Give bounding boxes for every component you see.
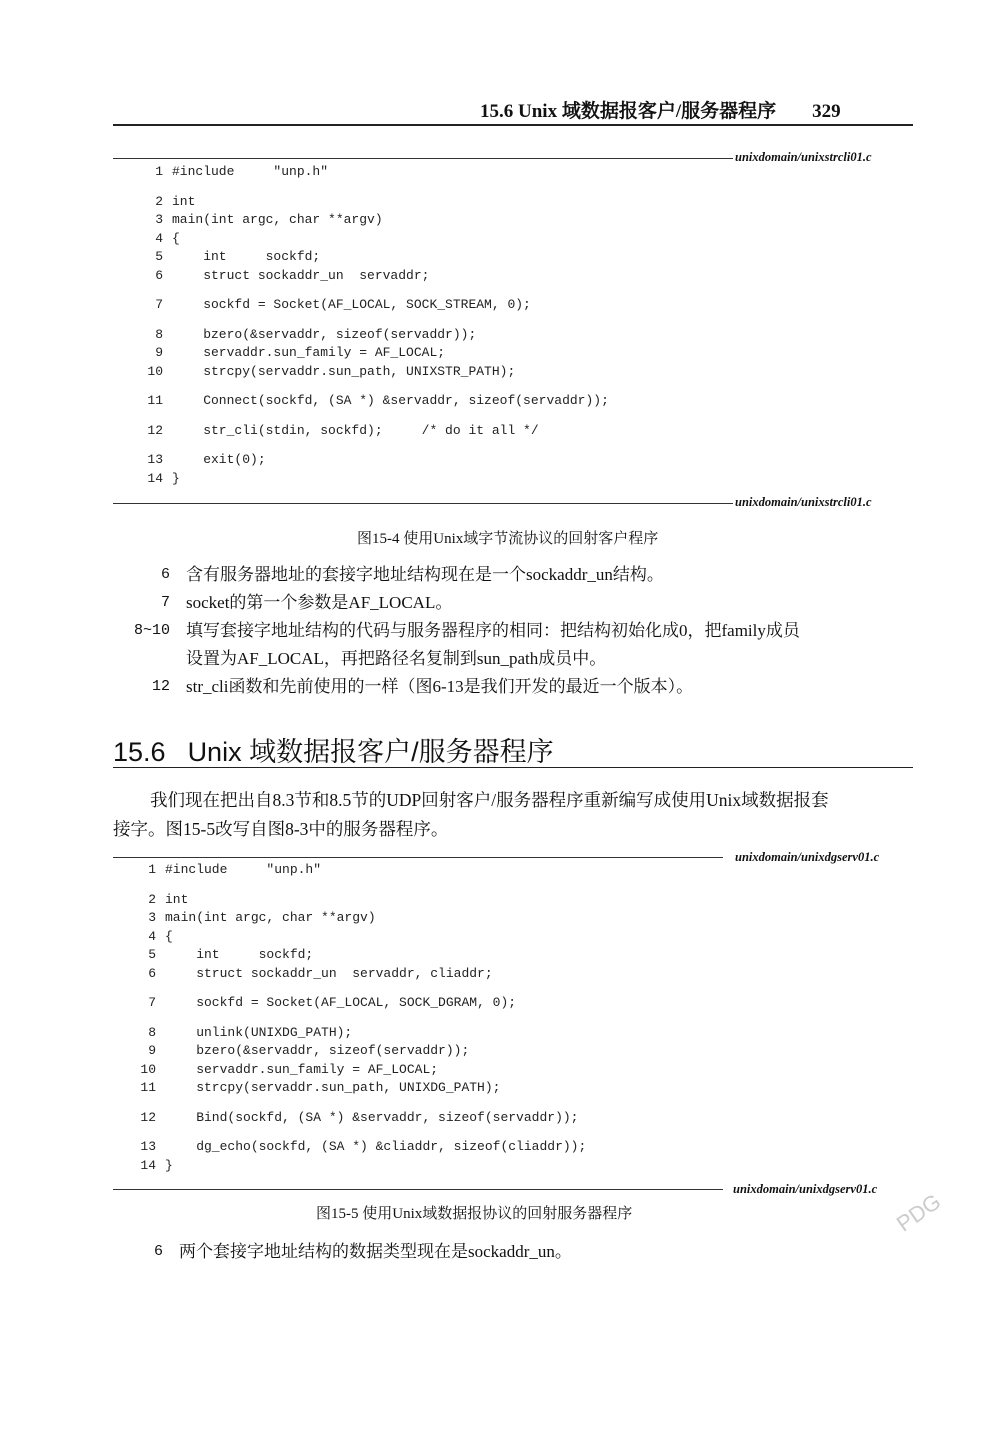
code-text: #include "unp.h": [172, 164, 329, 179]
code-line: [134, 1109, 586, 1128]
code-text: str_cli(stdin, sockfd); /* do it all */: [172, 422, 539, 438]
note-line-ref: 7: [160, 594, 170, 611]
code-text: }: [172, 470, 180, 486]
code-group: [141, 193, 609, 286]
note-line-ref: 12: [151, 678, 170, 695]
line-number: 3: [148, 910, 156, 925]
note-item: [118, 645, 800, 673]
code-text: int: [165, 891, 189, 907]
code-group: [141, 422, 609, 441]
line-number: 8: [148, 1024, 156, 1040]
code-group: [134, 1024, 586, 1098]
code-text: bzero(&servaddr, sizeof(servaddr));: [172, 326, 477, 342]
watermark-logo: PDG: [891, 1188, 946, 1237]
code-text: int sockfd;: [172, 249, 321, 264]
code-line: [141, 470, 609, 489]
code-listing-2: [134, 861, 586, 1186]
line-number: 7: [148, 995, 156, 1010]
code-line: [134, 1042, 586, 1061]
line-number: 2: [148, 891, 156, 907]
code-text: strcpy(servaddr.sun_path, UNIXDG_PATH);: [165, 1080, 501, 1095]
note-line-ref: [118, 645, 170, 673]
code-line: [134, 909, 586, 928]
code-text: strcpy(servaddr.sun_path, UNIXSTR_PATH);: [172, 363, 516, 379]
listing-filename-bottom: unixdomain/unixstrcli01.c: [735, 495, 872, 509]
code-text: int sockfd;: [165, 947, 314, 962]
listing-filename-top: unixdomain/unixstrcli01.c: [735, 150, 872, 164]
line-number: 9: [155, 345, 163, 360]
code-line: [141, 363, 609, 382]
code-line: [141, 422, 609, 441]
header-title: 15.6 Unix 域数据报客户/服务器程序: [480, 101, 777, 122]
code-line: [134, 928, 586, 947]
line-number: 4: [148, 928, 156, 944]
code-line: [141, 296, 609, 315]
notes-list: [118, 561, 800, 701]
code-line: [134, 891, 586, 910]
listing-bottom-rule: [113, 503, 733, 504]
line-number: 14: [147, 470, 163, 486]
code-line: [141, 163, 609, 182]
code-line: [134, 946, 586, 965]
code-text: dg_echo(sockfd, (SA *) &cliaddr, sizeof(cliaddr));: [165, 1139, 587, 1154]
code-text: #include "unp.h": [165, 862, 322, 877]
section-number: 15.6: [113, 737, 166, 767]
line-number: 6: [148, 965, 156, 981]
code-line: [134, 1061, 586, 1080]
note-line-ref: 6: [153, 1243, 163, 1260]
code-line: [141, 248, 609, 267]
listing2-filename-bottom: unixdomain/unixdgserv01.c: [733, 1182, 878, 1196]
code-line: [141, 451, 609, 470]
line-number: 4: [155, 230, 163, 246]
code-text: Connect(sockfd, (SA *) &servaddr, sizeof(servaddr));: [172, 393, 609, 408]
code-group: [134, 891, 586, 984]
line-number: 13: [147, 452, 163, 467]
note-line-ref: 6: [160, 566, 170, 583]
line-number: 2: [155, 193, 163, 209]
code-group: [134, 994, 586, 1013]
code-text: unlink(UNIXDG_PATH);: [165, 1024, 353, 1040]
code-group: [141, 163, 609, 182]
listing2-bottom-rule: [113, 1189, 723, 1190]
line-number: 11: [147, 393, 163, 408]
figure-caption: 图15-4 使用Unix域字节流协议的回射客户程序: [357, 531, 659, 547]
code-line: [141, 392, 609, 411]
note-text: 填写套接字地址结构的代码与服务器程序的相同：把结构初始化成0，把family成员: [186, 621, 800, 640]
note-item: [118, 589, 800, 617]
code-group: [141, 326, 609, 382]
code-text: struct sockaddr_un servaddr, cliaddr;: [165, 965, 493, 981]
code-line: [134, 965, 586, 984]
line-number: 3: [155, 212, 163, 227]
note-item: [118, 673, 800, 701]
code-line: [134, 1024, 586, 1043]
code-line: [134, 994, 586, 1013]
line-number: 13: [140, 1139, 156, 1154]
section-heading: [113, 730, 554, 769]
code-text: exit(0);: [172, 452, 266, 467]
code-text: main(int argc, char **argv): [172, 212, 383, 227]
note-text: 两个套接字地址结构的数据类型现在是sockaddr_un。: [179, 1242, 572, 1261]
line-number: 9: [148, 1043, 156, 1058]
code-text: {: [172, 230, 180, 246]
note-text: socket的第一个参数是AF_LOCAL。: [186, 593, 453, 612]
code-group: [134, 861, 586, 880]
line-number: 5: [148, 947, 156, 962]
code-text: sockfd = Socket(AF_LOCAL, SOCK_DGRAM, 0);: [165, 995, 517, 1010]
listing2-filename-top: unixdomain/unixdgserv01.c: [735, 850, 880, 864]
line-number: 8: [155, 326, 163, 342]
line-number: 10: [140, 1061, 156, 1077]
listing2-top-rule: [113, 857, 723, 858]
code-listing-1: [141, 163, 609, 499]
code-group: [134, 1109, 586, 1128]
line-number: 10: [147, 363, 163, 379]
page-number: 329: [812, 101, 841, 122]
line-number: 6: [155, 267, 163, 283]
header-rule: [113, 124, 913, 126]
code-line: [141, 211, 609, 230]
section-rule: [113, 767, 913, 768]
line-number: 1: [155, 164, 163, 179]
line-number: 7: [155, 297, 163, 312]
line-number: 12: [147, 422, 163, 438]
code-line: [141, 326, 609, 345]
code-line: [134, 1079, 586, 1098]
running-header: [480, 96, 841, 123]
line-number: 12: [140, 1109, 156, 1125]
note-text: 含有服务器地址的套接字地址结构现在是一个sockaddr_un结构。: [186, 565, 664, 584]
section-title: Unix 域数据报客户/服务器程序: [187, 737, 554, 767]
note-text: 设置为AF_LOCAL，再把路径名复制到sun_path成员中。: [186, 649, 607, 668]
code-line: [134, 1157, 586, 1176]
code-group: [141, 392, 609, 411]
code-text: sockfd = Socket(AF_LOCAL, SOCK_STREAM, 0);: [172, 297, 531, 312]
code-text: }: [165, 1157, 173, 1173]
intro-line-1: 我们现在把出自8.3节和8.5节的UDP回射客户/服务器程序重新编写成使用Unix域数据报套: [150, 790, 829, 810]
line-number: 1: [148, 862, 156, 877]
note-text: str_cli函数和先前使用的一样（图6-13是我们开发的最近一个版本）。: [186, 677, 694, 696]
code-group: [141, 451, 609, 488]
code-text: struct sockaddr_un servaddr;: [172, 267, 430, 283]
note-line-ref: 8~10: [133, 622, 170, 639]
code-group: [141, 296, 609, 315]
code-text: Bind(sockfd, (SA *) &servaddr, sizeof(servaddr));: [165, 1109, 579, 1125]
code-text: int: [172, 193, 196, 209]
line-number: 11: [140, 1080, 156, 1095]
line-number: 14: [140, 1157, 156, 1173]
code-line: [141, 193, 609, 212]
code-line: [141, 230, 609, 249]
note-item: [118, 561, 800, 589]
intro-line-2: 接字。图15-5改写自图8-3中的服务器程序。: [113, 819, 449, 839]
code-text: main(int argc, char **argv): [165, 910, 376, 925]
code-line: [141, 267, 609, 286]
code-group: [134, 1138, 586, 1175]
line-number: 5: [155, 249, 163, 264]
code-line: [141, 344, 609, 363]
notes-list-2: [111, 1238, 572, 1266]
listing-top-rule: [113, 158, 733, 159]
code-line: [134, 861, 586, 880]
note-item: [111, 1238, 572, 1266]
code-text: bzero(&servaddr, sizeof(servaddr));: [165, 1043, 470, 1058]
code-text: servaddr.sun_family = AF_LOCAL;: [165, 1061, 439, 1077]
figure-caption-2: 图15-5 使用Unix域数据报协议的回射服务器程序: [316, 1206, 633, 1222]
code-text: {: [165, 928, 173, 944]
code-text: servaddr.sun_family = AF_LOCAL;: [172, 345, 446, 360]
code-line: [134, 1138, 586, 1157]
note-item: [118, 617, 800, 645]
